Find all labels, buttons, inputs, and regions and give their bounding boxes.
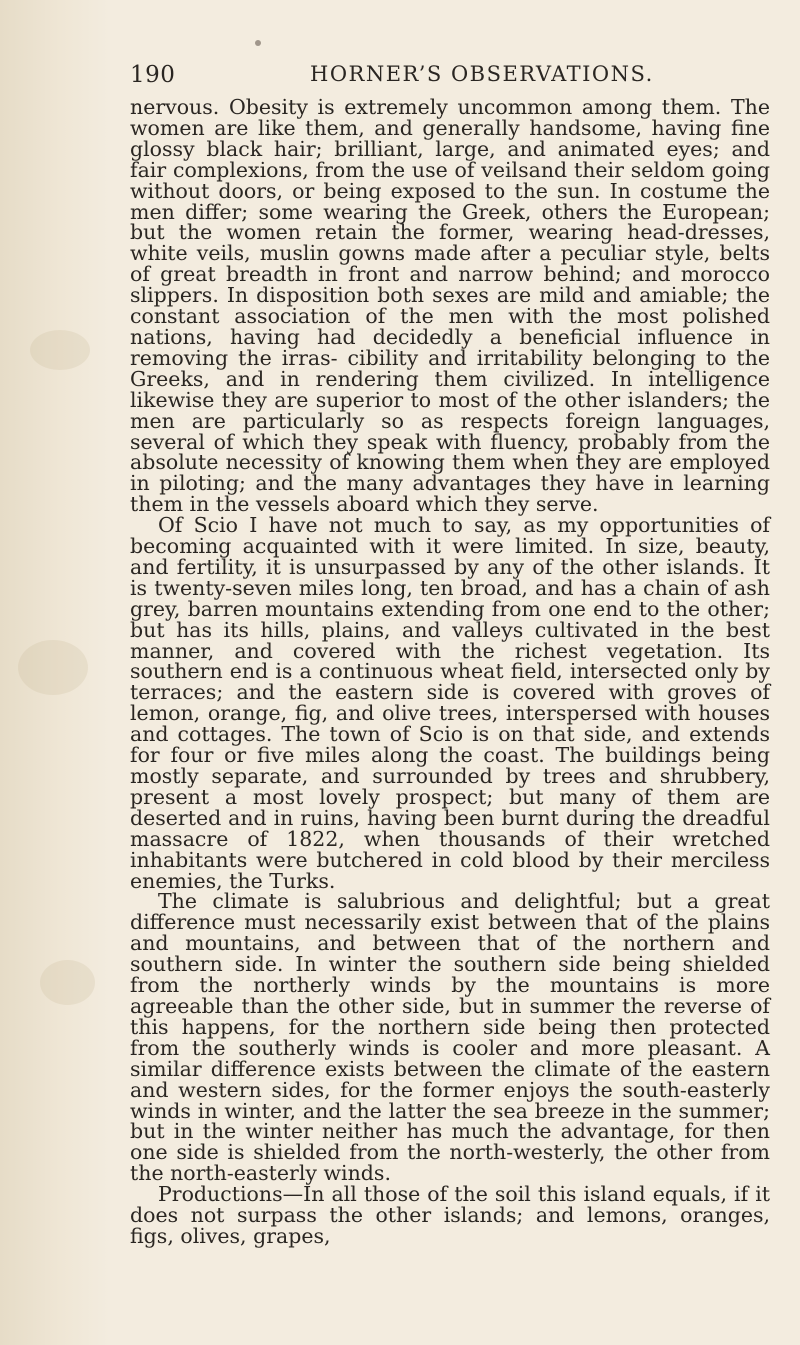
paper-stain	[30, 330, 90, 370]
running-head: HORNER’S OBSERVATIONS.	[310, 62, 654, 86]
paragraph: The climate is salubrious and delightful; but a great difference must necessarily exist between that of the plains and mountains, and between that of the northern and southern side. In winter the southern side being shielded from the northerly winds by the mountains is more agreeable than the other side, but in summer the reverse of this happens, for the northern side being then protected from the southerly winds is cooler and more pleasant. A similar difference exists between the climate of the eastern and western sides, for the former enjoys the south-easterly winds in winter, and the latter the sea breeze in the summer; but in the winter neither has much the advantage, for then one side is shielded from the north-westerly, the other from the north-easterly winds.	[130, 889, 770, 1186]
page-header	[130, 58, 770, 88]
ink-speck	[255, 40, 261, 46]
paper-stain	[18, 640, 88, 695]
paragraph: Productions—In all those of the soil this island equals, if it does not surpass the other islands; and lemons, oranges, figs, olives, grapes,	[130, 1182, 770, 1248]
body-text	[130, 97, 770, 1247]
paragraph: nervous. Obesity is extremely uncommon among them. The women are like them, and generally handsome, having fine glossy black hair; brilliant, large, and animated eyes; and fair complexions, from the use of veilsand their seldom going without doors, or being exposed to the sun. In costume the men differ; some wearing the Greek, others the European; but the women retain the former, wearing head-dresses, white veils, muslin gowns made after a peculiar style, belts of great breadth in front and narrow behind; and morocco slippers. In disposition both sexes are mild and amiable; the constant association of the men with the most polished nations, having had decidedly a beneficial influence in removing the irras- cibility and irritability belonging to the Greeks, and in rendering them civilized. In intelligence likewise they are superior to most of the other islanders; the men are particularly so as respects foreign languages, several of which they speak with fluency, probably from the absolute necessity of knowing them when they are employed in piloting; and the many advantages they have in learning them in the vessels aboard which they serve.	[130, 95, 770, 517]
paper-stain	[40, 960, 95, 1005]
page-number: 190	[130, 62, 176, 88]
paragraph: Of Scio I have not much to say, as my opportunities of becoming acquainted with it were limited. In size, beauty, and fertility, it is unsurpassed by any of the other islands. It is twenty-seven miles long, ten broad, and has a chain of ash grey, barren mountains extending from one end to the other; but has its hills, plains, and valleys cultivated in the best manner, and covered with the richest vegetation. Its southern end is a continuous wheat field, intersected only by terraces; and the eastern side is covered with groves of lemon, orange, fig, and olive trees, interspersed with houses and cottages. The town of Scio is on that side, and extends for four or five miles along the coast. The buildings being mostly separate, and surrounded by trees and shrubbery, present a most lovely prospect; but many of them are deserted and in ruins, having been burnt during the dreadful massacre of 1822, when thousands of their wretched inhabitants were butchered in cold blood by their merciless enemies, the Turks.	[130, 513, 770, 893]
